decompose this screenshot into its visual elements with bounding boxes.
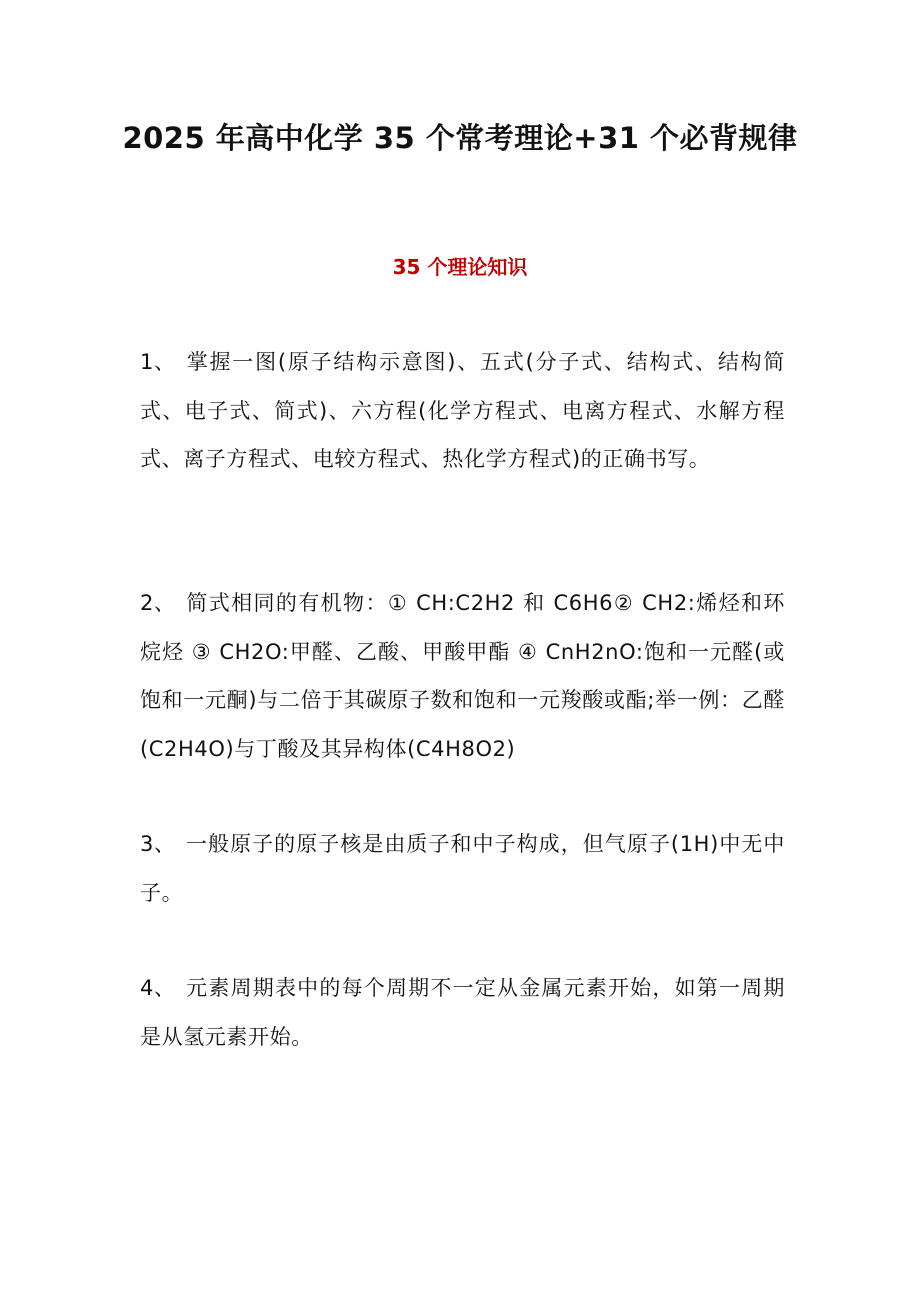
item-number: 4、 [140, 976, 176, 1000]
item-number: 1、 [140, 350, 176, 374]
item-text: 一般原子的原子核是由质子和中子构成，但气原子(1H)中无中子。 [140, 832, 785, 905]
item-number: 3、 [140, 832, 176, 856]
document-title: 2025 年高中化学 35 个常考理论+31 个必背规律 [122, 121, 798, 155]
theory-item-1 [140, 338, 785, 484]
item-text: 元素周期表中的每个周期不一定从金属元素开始，如第一周期是从氢元素开始。 [140, 976, 785, 1049]
section-heading: 35 个理论知识 [392, 255, 528, 279]
item-text: 掌握一图(原子结构示意图)、五式(分子式、结构式、结构简式、电子式、简式)、六方程(化学方程式、电离方程式、水解方程式、离子方程式、电较方程式、热化学方程式)的正确书写。 [140, 350, 785, 471]
theory-item-2 [140, 579, 785, 773]
theory-item-4 [140, 964, 785, 1061]
item-number: 2、 [140, 591, 176, 615]
theory-item-3 [140, 820, 785, 917]
item-text: 简式相同的有机物：① CH:C2H2 和 C6H6② CH2:烯烃和环烷烃 ③ CH2O:甲醛、乙酸、甲酸甲酯 ④ CnH2nO:饱和一元醛(或饱和一元酮)与二倍于其碳原子数和饱和一元羧酸或酯;举一例：乙醛(C2H4O)与丁酸及其异构体(C4H8O2) [140, 591, 785, 761]
